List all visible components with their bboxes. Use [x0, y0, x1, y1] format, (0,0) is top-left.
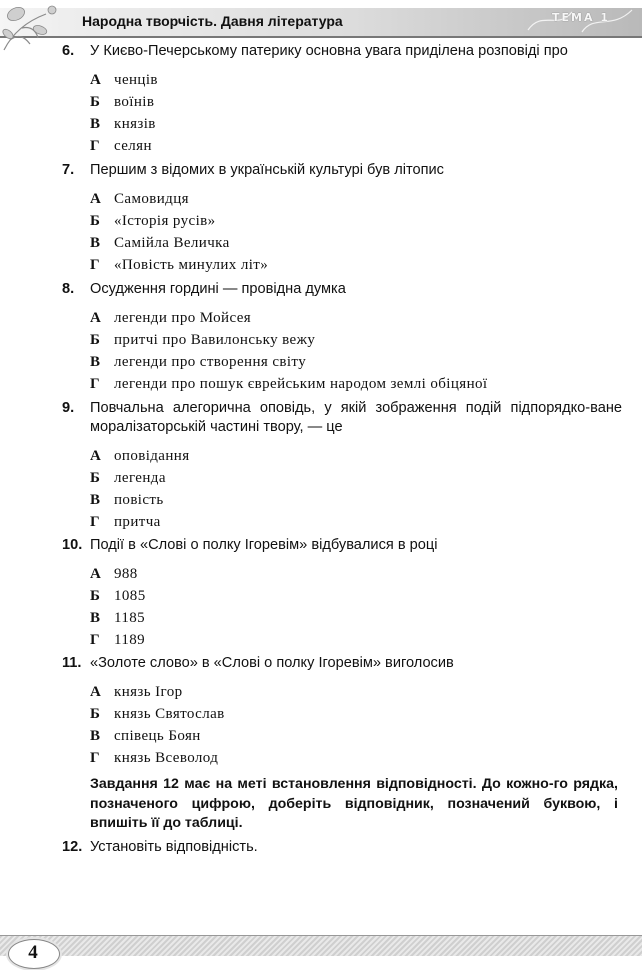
answer-option: [90, 703, 622, 725]
answer-text: князь Ігор: [114, 683, 183, 700]
answer-option: [90, 747, 622, 769]
answer-letter: Г: [90, 631, 100, 648]
answer-letter: А: [90, 190, 101, 207]
question-text: Осудження гордині — провідна думка: [90, 281, 346, 297]
question-text: Події в «Слові о полку Ігоревім» відбувалися в році: [90, 537, 438, 553]
question-number: 8.: [62, 281, 75, 297]
answer-text: Самовидця: [114, 190, 189, 207]
answer-letter: Б: [90, 705, 100, 722]
answer-letter: В: [90, 115, 101, 132]
answer-text: Самійла Величка: [114, 234, 230, 251]
answer-letter: В: [90, 353, 101, 370]
footer-band: [0, 935, 642, 956]
answer-letter: Г: [90, 375, 100, 392]
question-7: [62, 161, 622, 276]
answer-option: [90, 563, 622, 585]
answer-text: князь Святослав: [114, 705, 225, 722]
answer-option: [90, 607, 622, 629]
answer-option: [90, 467, 622, 489]
answer-letter: В: [90, 234, 101, 251]
answer-letter: Г: [90, 256, 100, 273]
answer-text: притчі про Вавилонську вежу: [114, 331, 316, 348]
answer-text: притча: [114, 513, 161, 530]
question-number: 7.: [62, 162, 75, 178]
answer-option: [90, 69, 622, 91]
question-number: 10.: [62, 537, 83, 553]
answer-text: легенди про створення світу: [114, 353, 307, 370]
answer-text: легенда: [114, 469, 166, 486]
question-9: [62, 399, 622, 533]
answer-letter: Г: [90, 137, 100, 154]
answer-letter: А: [90, 447, 101, 464]
answer-text: оповідання: [114, 447, 190, 464]
answer-option: [90, 188, 622, 210]
answer-text: 988: [114, 565, 138, 582]
answer-option: [90, 351, 622, 373]
answer-option: [90, 629, 622, 651]
answer-option: [90, 91, 622, 113]
question-text: У Києво-Печерському патерику основна увага приділена розповіді про: [90, 43, 568, 59]
question-12: [62, 839, 258, 855]
answer-option: [90, 511, 622, 533]
question-number: 12.: [62, 839, 83, 855]
answer-text: воїнів: [114, 93, 155, 110]
answer-text: повість: [114, 491, 164, 508]
answer-text: 1085: [114, 587, 146, 604]
answer-text: «Історія русів»: [114, 212, 216, 229]
answer-option: [90, 681, 622, 703]
answer-option: [90, 232, 622, 254]
answer-letter: А: [90, 309, 101, 326]
answer-option: [90, 307, 622, 329]
answer-option: [90, 373, 622, 395]
task-instruction: Завдання 12 має на меті встановлення відповідності. До кожно-го рядка, позначеного цифрою, доберіть відповідник, позначений буквою, і впишіть її до таблиці.: [90, 776, 618, 831]
answer-text: «Повість минулих літ»: [114, 256, 269, 273]
answer-text: співець Боян: [114, 727, 201, 744]
answer-letter: А: [90, 71, 101, 88]
question-10: [62, 536, 622, 651]
answer-option: [90, 254, 622, 276]
question-text: Першим з відомих в українській культурі був літопис: [90, 162, 444, 178]
answer-letter: Г: [90, 513, 100, 530]
question-text: Повчальна алегорична оповідь, у якій зображення подій підпорядко-ване моралізаторській частині твору, — це: [90, 400, 622, 435]
question-number: 6.: [62, 43, 75, 59]
question-number: 9.: [62, 400, 75, 416]
answer-option: [90, 489, 622, 511]
answer-letter: Б: [90, 587, 100, 604]
answer-letter: Б: [90, 331, 100, 348]
answer-option: [90, 445, 622, 467]
question-6: [62, 42, 622, 157]
answer-text: князь Всеволод: [114, 749, 219, 766]
section-title: Народна творчість. Давня література: [82, 13, 343, 29]
answer-letter: Б: [90, 93, 100, 110]
question-text: Установіть відповідність.: [90, 839, 258, 855]
answer-text: селян: [114, 137, 152, 154]
answer-option: [90, 135, 622, 157]
answer-option: [90, 210, 622, 232]
answer-text: легенди про Мойсея: [114, 309, 252, 326]
answer-option: [90, 113, 622, 135]
question-11: [62, 654, 622, 769]
answer-letter: В: [90, 609, 101, 626]
answer-letter: Б: [90, 212, 100, 229]
answer-text: легенди про пошук єврейським народом землі обіцяної: [114, 375, 488, 392]
answer-option: [90, 329, 622, 351]
page-number: 4: [28, 942, 38, 963]
answer-option: [90, 725, 622, 747]
question-text: «Золоте слово» в «Слові о полку Ігоревім» виголосив: [90, 655, 454, 671]
question-8: [62, 280, 622, 395]
topic-tag: ТЕМА 1: [552, 11, 610, 24]
answer-letter: А: [90, 565, 101, 582]
question-number: 11.: [62, 655, 82, 671]
answer-letter: А: [90, 683, 101, 700]
answer-option: [90, 585, 622, 607]
answer-letter: Г: [90, 749, 100, 766]
answer-text: 1189: [114, 631, 146, 648]
answer-text: князів: [114, 115, 156, 132]
answer-letter: В: [90, 491, 101, 508]
answer-letter: Б: [90, 469, 100, 486]
answer-letter: В: [90, 727, 101, 744]
answer-text: 1185: [114, 609, 146, 626]
answer-text: ченців: [114, 71, 158, 88]
